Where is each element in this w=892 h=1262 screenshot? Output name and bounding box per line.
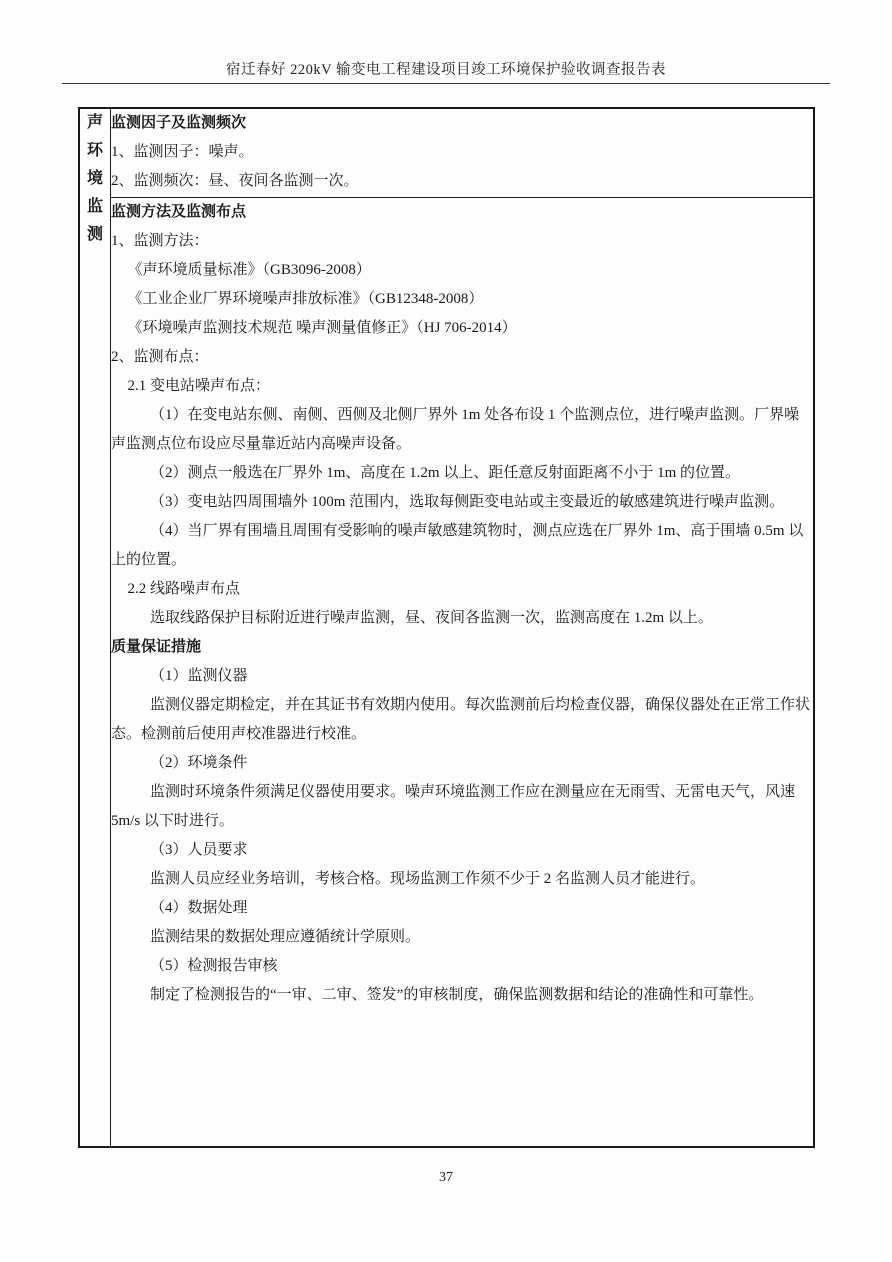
row-label-cell	[79, 108, 111, 1147]
paragraph: 2.1 变电站噪声布点：	[127, 377, 271, 394]
section-heading: 监测方法及监测布点	[111, 203, 247, 220]
paragraph: 《环境噪声监测技术规范 噪声测量值修正》（HJ 706-2014）	[127, 319, 517, 336]
paragraph: 1、监测方法：	[111, 232, 209, 249]
page-number: 37	[439, 1170, 453, 1185]
paragraph: （4）当厂界有围墙且周围有受影响的噪声敏感建筑物时，测点应选在厂界外 1m、高于围墙 0.5m 以上的位置。	[111, 522, 804, 568]
paragraph: 2、监测布点：	[111, 348, 209, 365]
paragraph: 制定了检测报告的“一审、二审、签发”的审核制度，确保监测数据和结论的准确性和可靠性。	[150, 986, 764, 1003]
section-heading: 监测因子及监测频次	[111, 115, 247, 131]
paragraph: 监测人员应经业务培训，考核合格。现场监测工作须不少于 2 名监测人员才能进行。	[150, 870, 706, 887]
paragraph: （2）环境条件	[150, 754, 248, 771]
paragraph: （1）在变电站东侧、南侧、西侧及北侧厂界外 1m 处各布设 1 个监测点位，进行噪声监测。厂界噪声监测点位布设应尽量靠近站内高噪声设备。	[111, 406, 800, 452]
paragraph: 监测时环境条件须满足仪器使用要求。噪声环境监测工作应在测量应在无雨雪、无雷电天气，风速 5m/s 以下时进行。	[111, 783, 796, 829]
row-label-acoustic-environment-monitoring: 声环境监测	[86, 114, 103, 243]
paragraph: （3）变电站四周围墙外 100m 范围内，选取每侧距变电站或主变最近的敏感建筑进行噪声监测。	[150, 493, 785, 510]
report-table	[78, 107, 815, 1148]
paragraph: 2.2 线路噪声布点	[127, 580, 241, 597]
paragraph: 监测仪器定期检定，并在其证书有效期内使用。每次监测前后均检查仪器，确保仪器处在正常工作状态。检测前后使用声校准器进行校准。	[111, 696, 811, 742]
paragraph: （5）检测报告审核	[150, 957, 278, 974]
paragraph: 2、监测频次：昼、夜间各监测一次。	[111, 173, 359, 189]
paragraph: 1、监测因子：噪声。	[111, 144, 254, 160]
paragraph: （4）数据处理	[150, 899, 248, 916]
paragraph: 《声环境质量标准》（GB3096-2008）	[127, 261, 371, 278]
section-heading: 质量保证措施	[111, 638, 202, 655]
cell-monitoring-method-layout	[111, 197, 815, 1147]
paragraph: 《工业企业厂界环境噪声排放标准》（GB12348-2008）	[127, 290, 484, 307]
paragraph: （3）人员要求	[150, 841, 248, 858]
cell-monitoring-factor-frequency	[111, 108, 815, 197]
paragraph: （2）测点一般选在厂界外 1m、高度在 1.2m 以上、距任意反射面距离不小于 1m 的位置。	[150, 464, 741, 481]
header-rule	[62, 83, 830, 84]
paragraph: 监测结果的数据处理应遵循统计学原则。	[150, 928, 421, 945]
paragraph: 选取线路保护目标附近进行噪声监测，昼、夜间各监测一次，监测高度在 1.2m 以上。	[150, 609, 713, 626]
document-header-title: 宿迁春好 220kV 输变电工程建设项目竣工环境保护验收调查报告表	[226, 62, 666, 78]
paragraph: （1）监测仪器	[150, 667, 248, 684]
